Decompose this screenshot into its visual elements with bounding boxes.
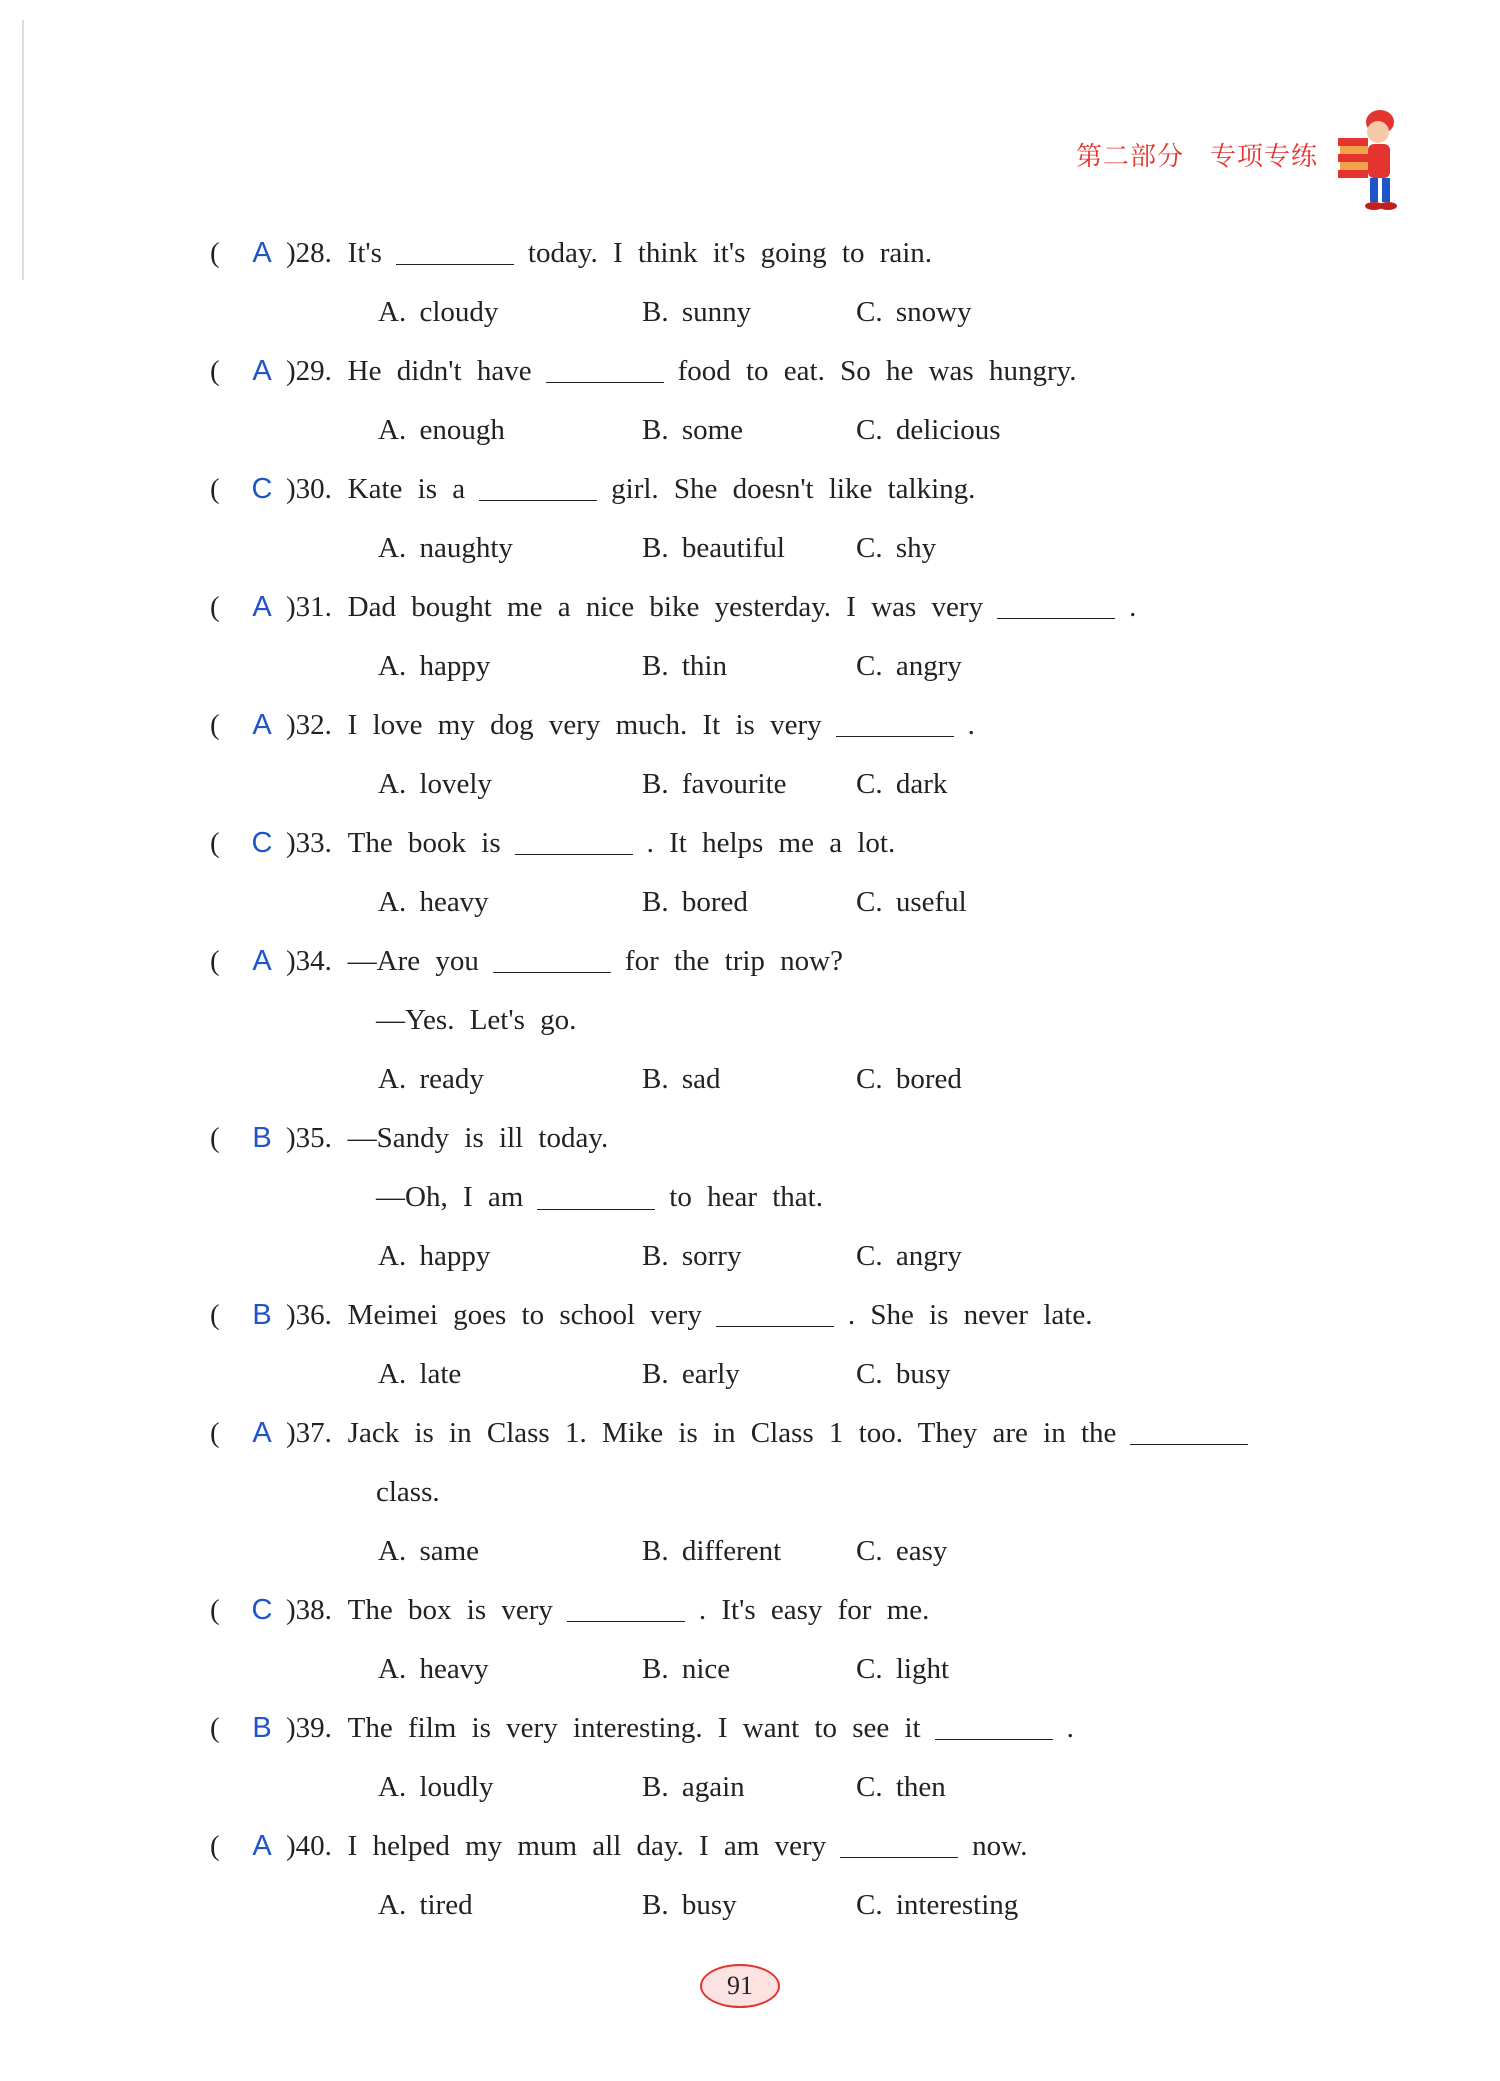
question-number: 37. <box>295 1417 332 1449</box>
option-c: C. interesting <box>856 1889 1019 1921</box>
question-stem-end: today. I think it's going to rain. <box>527 237 933 269</box>
option-b: B. beautiful <box>642 532 785 564</box>
question-item <box>210 814 1340 932</box>
paren-open: ( <box>210 1122 220 1154</box>
answer-blank <box>479 499 597 501</box>
question-number: 38. <box>295 1594 332 1626</box>
question-number: 36. <box>295 1299 332 1331</box>
option-row <box>210 1876 1340 1935</box>
paren-close: ) <box>286 827 296 859</box>
dialogue-reply: —Yes. Let's go. <box>376 1004 577 1036</box>
option-b: B. again <box>642 1771 745 1803</box>
answer-letter: B <box>252 1299 272 1331</box>
option-c: C. shy <box>856 532 937 564</box>
question-item <box>210 1286 1340 1404</box>
dialogue-reply <box>210 1168 1340 1227</box>
option-a: A. heavy <box>378 886 489 918</box>
option-row <box>210 401 1340 460</box>
paren-close: ) <box>286 945 296 977</box>
question-stem-end: . It helps me a lot. <box>646 827 896 859</box>
question-item <box>210 1817 1340 1935</box>
answer-letter: C <box>251 827 273 859</box>
question-item <box>210 1699 1340 1817</box>
question-item <box>210 696 1340 814</box>
question-item <box>210 1404 1340 1581</box>
answer-blank <box>716 1325 834 1327</box>
paren-close: ) <box>286 591 296 623</box>
paren-close: ) <box>286 1712 296 1744</box>
paren-open: ( <box>210 1830 220 1862</box>
question-stem-start: Dad bought me a nice bike yesterday. I was very <box>347 591 984 623</box>
option-row <box>210 1640 1340 1699</box>
question-line <box>210 224 1340 283</box>
answer-letter: A <box>252 1417 272 1449</box>
answer-letter: C <box>251 1594 273 1626</box>
paren-close: ) <box>286 1830 296 1862</box>
answer-letter: B <box>252 1712 272 1744</box>
option-a: A. naughty <box>378 532 513 564</box>
question-stem-end: for the trip now? <box>624 945 843 977</box>
page-edge-line <box>22 20 24 280</box>
answer-blank <box>493 971 611 973</box>
question-line <box>210 578 1340 637</box>
paren-open: ( <box>210 237 220 269</box>
option-a: A. happy <box>378 650 491 682</box>
option-c: C. angry <box>856 1240 962 1272</box>
option-c: C. bored <box>856 1063 962 1095</box>
section-header <box>1076 136 1318 173</box>
question-number: 30. <box>295 473 332 505</box>
option-c: C. useful <box>856 886 967 918</box>
option-row <box>210 519 1340 578</box>
question-number: 33. <box>295 827 332 859</box>
option-a: A. heavy <box>378 1653 489 1685</box>
question-stem-start: Kate is a <box>347 473 466 505</box>
answer-blank <box>515 853 633 855</box>
answer-blank <box>935 1738 1053 1740</box>
question-line <box>210 1286 1340 1345</box>
question-stem-end: . <box>1129 591 1137 623</box>
option-a: A. lovely <box>378 768 492 800</box>
answer-letter: A <box>252 1830 272 1862</box>
option-row <box>210 1758 1340 1817</box>
option-b: B. sorry <box>642 1240 742 1272</box>
paren-open: ( <box>210 1299 220 1331</box>
option-b: B. bored <box>642 886 748 918</box>
question-item <box>210 932 1340 1109</box>
question-number: 39. <box>295 1712 332 1744</box>
option-a: A. happy <box>378 1240 491 1272</box>
question-line <box>210 1109 1340 1168</box>
question-stem-start: Meimei goes to school very <box>347 1299 702 1331</box>
question-stem-end: now. <box>972 1830 1028 1862</box>
question-item <box>210 578 1340 696</box>
paren-close: ) <box>286 1122 296 1154</box>
paren-open: ( <box>210 591 220 623</box>
question-line <box>210 460 1340 519</box>
paren-open: ( <box>210 827 220 859</box>
answer-blank <box>840 1856 958 1858</box>
question-stem-start: Jack is in Class 1. Mike is in Class 1 too. They are in the <box>347 1417 1117 1449</box>
paren-close: ) <box>286 709 296 741</box>
option-c: C. angry <box>856 650 962 682</box>
paren-close: ) <box>286 355 296 387</box>
question-stem-start: The film is very interesting. I want to see it <box>347 1712 921 1744</box>
option-b: B. nice <box>642 1653 731 1685</box>
question-stem-start: It's <box>347 237 382 269</box>
question-number: 40. <box>295 1830 332 1862</box>
paren-open: ( <box>210 709 220 741</box>
option-c: C. busy <box>856 1358 951 1390</box>
question-stem-end: . <box>1066 1712 1074 1744</box>
answer-blank <box>1130 1443 1248 1445</box>
question-number: 34. <box>295 945 332 977</box>
option-c: C. snowy <box>856 296 972 328</box>
reply-start: —Oh, I am <box>376 1181 524 1213</box>
answer-letter: C <box>251 473 273 505</box>
paren-open: ( <box>210 1712 220 1744</box>
question-line <box>210 342 1340 401</box>
mascot-boy-with-books-icon <box>1336 108 1402 212</box>
question-stem-end: . <box>967 709 975 741</box>
option-a: A. loudly <box>378 1771 494 1803</box>
answer-letter: B <box>252 1122 272 1154</box>
option-a: A. tired <box>378 1889 473 1921</box>
option-a: A. late <box>378 1358 462 1390</box>
page-number: 91 <box>700 1964 780 2008</box>
question-stem-start: The box is very <box>347 1594 553 1626</box>
question-item <box>210 224 1340 342</box>
question-line <box>210 814 1340 873</box>
option-row <box>210 755 1340 814</box>
question-number: 28. <box>295 237 332 269</box>
paren-close: ) <box>286 473 296 505</box>
question-line <box>210 1817 1340 1876</box>
paren-open: ( <box>210 1417 220 1449</box>
question-stem-end: girl. She doesn't like talking. <box>611 473 976 505</box>
option-c: C. then <box>856 1771 946 1803</box>
option-a: A. ready <box>378 1063 484 1095</box>
answer-blank <box>836 735 954 737</box>
answer-blank <box>396 263 514 265</box>
answer-letter: A <box>252 355 272 387</box>
paren-close: ) <box>286 1299 296 1331</box>
option-b: B. sunny <box>642 296 752 328</box>
question-stem-start: The book is <box>347 827 501 859</box>
paren-open: ( <box>210 945 220 977</box>
option-row <box>210 1345 1340 1404</box>
question-stem-start: I helped my mum all day. I am very <box>347 1830 827 1862</box>
question-line <box>210 1581 1340 1640</box>
option-b: B. different <box>642 1535 782 1567</box>
question-line <box>210 1699 1340 1758</box>
paren-open: ( <box>210 473 220 505</box>
question-stem-start: I love my dog very much. It is very <box>347 709 822 741</box>
option-b: B. some <box>642 414 744 446</box>
option-row <box>210 1050 1340 1109</box>
option-a: A. enough <box>378 414 505 446</box>
option-row <box>210 1522 1340 1581</box>
question-stem-end: . It's easy for me. <box>698 1594 930 1626</box>
answer-blank <box>546 381 664 383</box>
answer-letter: A <box>252 709 272 741</box>
option-c: C. light <box>856 1653 950 1685</box>
question-number: 32. <box>295 709 332 741</box>
paren-close: ) <box>286 1417 296 1449</box>
question-item <box>210 342 1340 460</box>
paren-open: ( <box>210 355 220 387</box>
option-b: B. busy <box>642 1889 737 1921</box>
answer-letter: A <box>252 591 272 623</box>
question-continuation: class. <box>376 1476 440 1508</box>
header-section: 专项专练 <box>1210 142 1319 172</box>
option-a: A. same <box>378 1535 480 1567</box>
question-line <box>210 1404 1340 1463</box>
question-number: 35. <box>295 1122 332 1154</box>
paren-close: ) <box>286 1594 296 1626</box>
answer-blank <box>997 617 1115 619</box>
paren-close: ) <box>286 237 296 269</box>
option-row <box>210 283 1340 342</box>
question-item <box>210 460 1340 578</box>
option-b: B. favourite <box>642 768 787 800</box>
option-b: B. early <box>642 1358 740 1390</box>
question-list <box>210 224 1340 1935</box>
question-line <box>210 696 1340 755</box>
option-b: B. sad <box>642 1063 721 1095</box>
question-stem-start: —Sandy is ill today. <box>347 1122 609 1154</box>
answer-blank <box>567 1620 685 1622</box>
option-c: C. delicious <box>856 414 1001 446</box>
question-line <box>210 932 1340 991</box>
option-a: A. cloudy <box>378 296 499 328</box>
option-b: B. thin <box>642 650 727 682</box>
option-c: C. easy <box>856 1535 948 1567</box>
option-c: C. dark <box>856 768 948 800</box>
option-row <box>210 1227 1340 1286</box>
option-row <box>210 873 1340 932</box>
question-stem-start: —Are you <box>347 945 479 977</box>
question-item <box>210 1581 1340 1699</box>
answer-letter: A <box>252 237 272 269</box>
option-row <box>210 637 1340 696</box>
question-stem-start: He didn't have <box>347 355 532 387</box>
header-part: 第二部分 <box>1076 142 1185 172</box>
answer-letter: A <box>252 945 272 977</box>
answer-blank <box>537 1208 655 1210</box>
question-item <box>210 1109 1340 1286</box>
paren-open: ( <box>210 1594 220 1626</box>
question-number: 29. <box>295 355 332 387</box>
question-stem-end: food to eat. So he was hungry. <box>677 355 1077 387</box>
question-number: 31. <box>295 591 332 623</box>
reply-end: to hear that. <box>669 1181 823 1213</box>
question-stem-end: . She is never late. <box>847 1299 1093 1331</box>
